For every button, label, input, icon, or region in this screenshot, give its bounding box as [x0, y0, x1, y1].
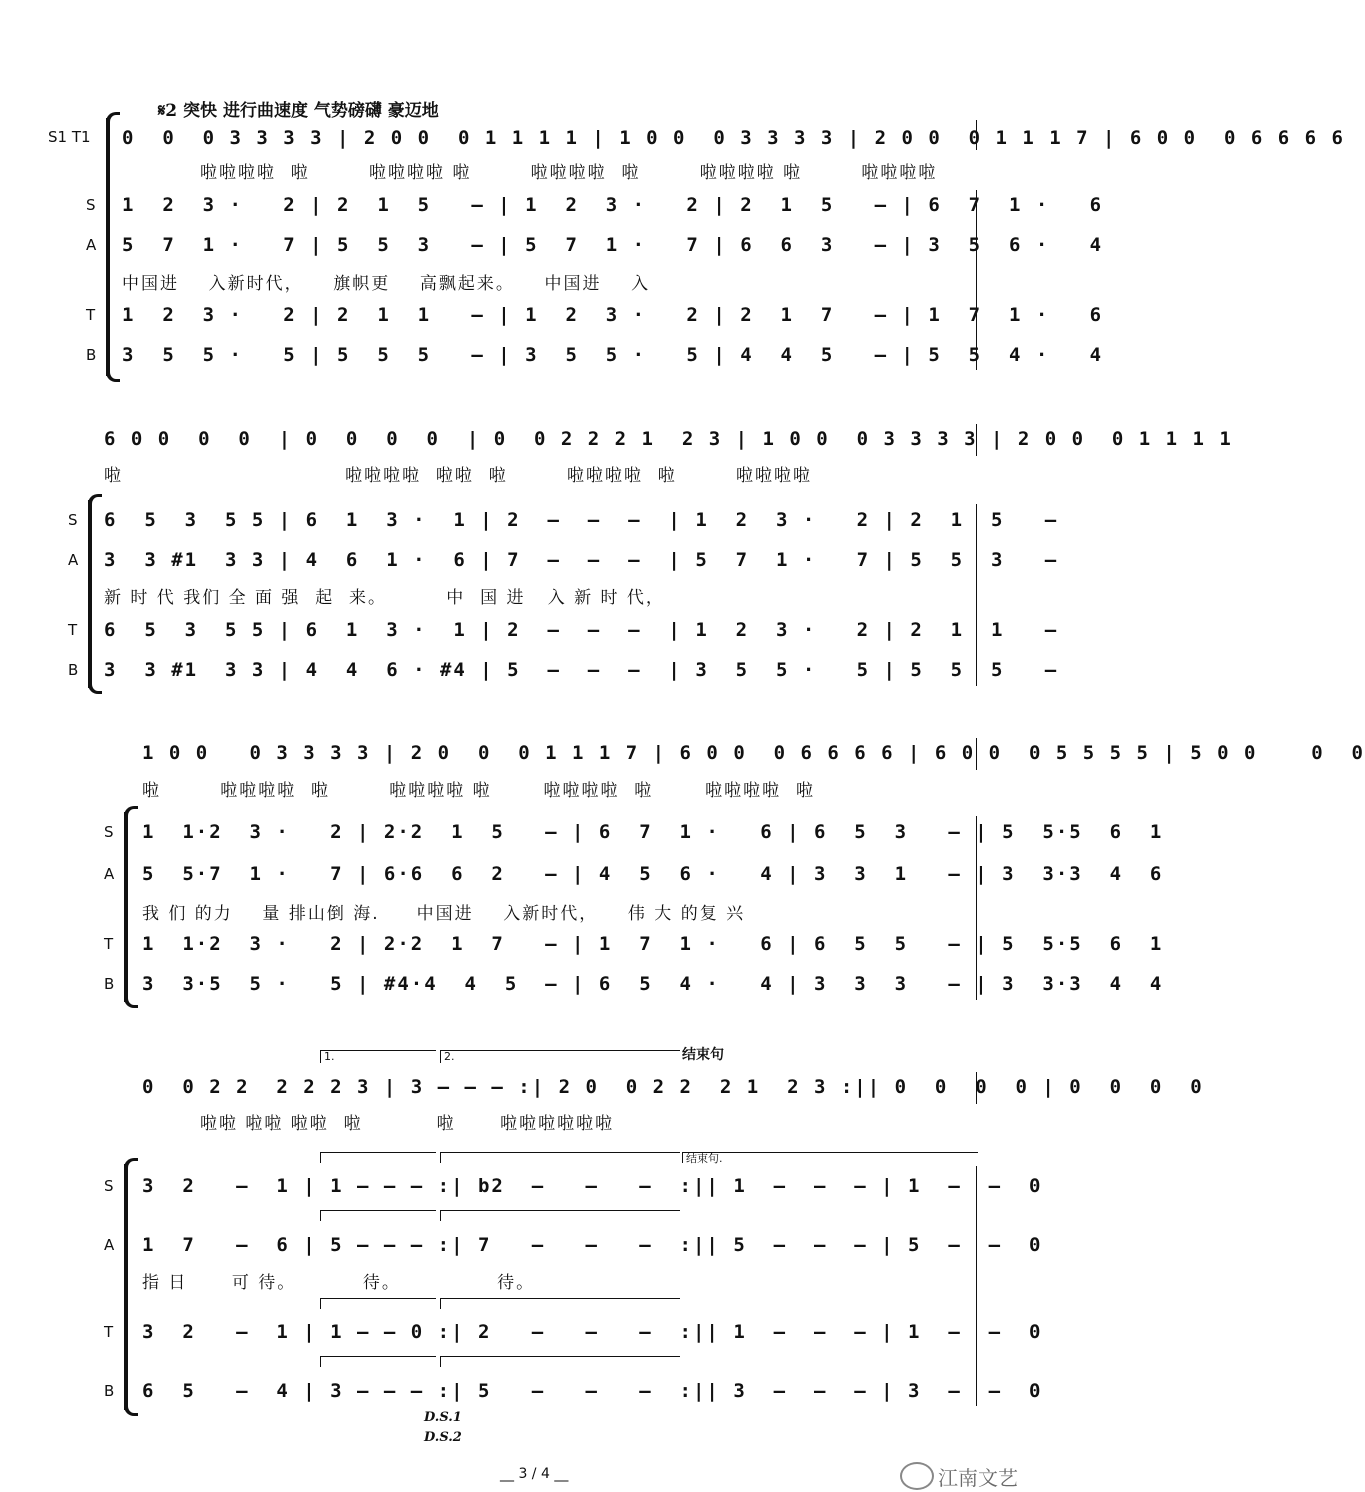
alto-notes: 5 5·7 1 · 7 | 6·6 6 2 – | 4 5 6 · 4 | 3 3 1 – | 3 3·3 4 6 — [142, 863, 1164, 885]
top-voice-notes: 6 0 0 0 0 | 0 0 0 0 | 0 0 2 2 2 1 2 3 | 1 0 0 0 3 3 3 3 | 2 0 0 0 1 1 1 1 — [104, 428, 1233, 450]
volta-1 — [320, 1152, 436, 1163]
part-label-a: A — [104, 865, 115, 883]
part-label-s: S — [68, 511, 78, 529]
top-voice-lyric: 啦 啦啦啦啦 啦啦 啦 啦啦啦啦 啦 啦啦啦啦 — [104, 466, 812, 486]
volta-2 — [440, 1152, 680, 1163]
volta-1 — [320, 1298, 436, 1309]
barline — [976, 1072, 977, 1104]
tenor-notes: 6 5 3 5 5 | 6 1 3 · 1 | 2 – – – | 1 2 3 · 2 | 2 1 1 – — [104, 619, 1059, 641]
alto-notes: 1 7 – 6 | 5 – – – :| 7 – – – :|| 5 – – – | 5 – – 0 — [142, 1234, 1043, 1256]
soprano-notes: 1 2 3 · 2 | 2 1 5 – | 1 2 3 · 2 | 2 1 5 – | 6 7 1 · 6 — [122, 194, 1104, 216]
bass-notes: 3 5 5 · 5 | 5 5 5 – | 3 5 5 · 5 | 4 4 5 – | 5 5 4 · 4 — [122, 344, 1104, 366]
part-label-a: A — [68, 551, 79, 569]
ending-label: 结束句 — [682, 1047, 724, 1063]
wechat-icon — [900, 1462, 934, 1490]
part-label-t: T — [68, 621, 78, 639]
volta-2: 2. — [440, 1050, 680, 1063]
system-brace — [124, 812, 128, 1002]
part-label-t: T — [86, 306, 96, 324]
lyric-line: 新 时 代 我们 全 面 强 起 来。 中 国 进 入 新 时 代， — [104, 588, 665, 608]
barline — [976, 424, 977, 456]
dal-segno-2: D.S.2 — [424, 1430, 462, 1445]
bass-notes: 3 3 #1 3 3 | 4 4 6 · #4 | 5 – – – | 3 5 5 · 5 | 5 5 5 – — [104, 659, 1059, 681]
bass-notes: 6 5 – 4 | 3 – – – :| 5 – – – :|| 3 – – – | 3 – – 0 — [142, 1380, 1043, 1402]
part-label-t: T — [104, 935, 114, 953]
top-voice-notes: 1 0 0 0 3 3 3 3 | 2 0 0 0 1 1 1 7 | 6 0 0 0 6 6 6 6 | 6 0 0 0 5 5 5 5 | 5 0 0 0 0 — [142, 742, 1365, 764]
soprano-notes: 6 5 3 5 5 | 6 1 3 · 1 | 2 – – – | 1 2 3 · 2 | 2 1 5 – — [104, 509, 1059, 531]
watermark: 江南文艺 — [938, 1466, 1018, 1490]
barline — [976, 120, 977, 150]
top-voice-lyric: 啦 啦啦啦啦 啦 啦啦啦啦 啦 啦啦啦啦 啦 啦啦啦啦 啦 — [142, 781, 815, 801]
page-number: __ 3 / 4 __ — [500, 1466, 569, 1482]
top-voice-lyric: 啦啦啦啦 啦 啦啦啦啦 啦 啦啦啦啦 啦 啦啦啦啦 啦 啦啦啦啦 — [200, 163, 938, 183]
tempo-marking: 𝄋2 突快 进行曲速度 气势磅礴 豪迈地 — [158, 101, 439, 121]
top-voice-lyric: 啦啦 啦啦 啦啦 啦 啦 啦啦啦啦啦啦 — [200, 1114, 615, 1134]
soprano-notes: 3 2 – 1 | 1 – – – :| b2 – – – :|| 1 – – – | 1 – – 0 — [142, 1175, 1043, 1197]
part-label-b: B — [86, 346, 97, 364]
part-label-b: B — [104, 975, 115, 993]
part-label-s: S — [104, 823, 114, 841]
bass-notes: 3 3·5 5 · 5 | #4·4 4 5 – | 6 5 4 · 4 | 3 3 3 – | 3 3·3 4 4 — [142, 973, 1164, 995]
lyric-line: 指 日 可 待。 待。 待。 — [142, 1273, 536, 1293]
top-voice-notes: 0 0 0 3 3 3 3 | 2 0 0 0 1 1 1 1 | 1 0 0 0 3 3 3 3 | 2 0 0 0 1 1 1 7 | 6 0 0 0 6 6 6 6 — [122, 127, 1345, 149]
part-label-b: B — [104, 1382, 115, 1400]
volta-1 — [320, 1356, 436, 1367]
part-label-a: A — [104, 1236, 115, 1254]
volta-2 — [440, 1356, 680, 1367]
volta-1: 1. — [320, 1050, 436, 1063]
volta-2 — [440, 1298, 680, 1309]
tenor-notes: 1 2 3 · 2 | 2 1 1 – | 1 2 3 · 2 | 2 1 7 – | 1 7 1 · 6 — [122, 304, 1104, 326]
top-voice-notes: 0 0 2 2 2 2 2 3 | 3 – – – :| 2 0 0 2 2 2 1 2 3 :|| 0 0 0 0 | 0 0 0 0 — [142, 1076, 1204, 1098]
part-label-b: B — [68, 661, 79, 679]
part-label-t: T — [104, 1323, 114, 1341]
part-label-s: S — [104, 1177, 114, 1195]
lyric-line: 中国进 入新时代， 旗帜更 高飘起来。 中国进 入 — [122, 274, 651, 294]
system-brace — [124, 1164, 128, 1410]
barline — [976, 816, 977, 1000]
barline — [976, 504, 977, 686]
alto-notes: 5 7 1 · 7 | 5 5 3 – | 5 7 1 · 7 | 6 6 3 – | 3 5 6 · 4 — [122, 234, 1104, 256]
dal-segno-1: D.S.1 — [424, 1410, 462, 1425]
barline — [976, 1166, 977, 1406]
barline — [976, 190, 977, 370]
part-label-s1t1: S1 T1 — [48, 128, 91, 146]
tenor-notes: 3 2 – 1 | 1 – – 0 :| 2 – – – :|| 1 – – – | 1 – – 0 — [142, 1321, 1043, 1343]
part-label-a: A — [86, 236, 97, 254]
volta-2 — [440, 1210, 680, 1221]
system-brace — [88, 500, 92, 688]
barline — [976, 738, 977, 770]
system-brace — [106, 118, 110, 376]
lyric-line: 我 们 的力 量 排山倒 海. 中国进 入新时代， 伟 大 的复 兴 — [142, 904, 746, 924]
ending-bracket: 结束句. — [682, 1152, 978, 1163]
tenor-notes: 1 1·2 3 · 2 | 2·2 1 7 – | 1 7 1 · 6 | 6 5 5 – | 5 5·5 6 1 — [142, 933, 1164, 955]
alto-notes: 3 3 #1 3 3 | 4 6 1 · 6 | 7 – – – | 5 7 1 · 7 | 5 5 3 – — [104, 549, 1059, 571]
soprano-notes: 1 1·2 3 · 2 | 2·2 1 5 – | 6 7 1 · 6 | 6 5 3 – | 5 5·5 6 1 — [142, 821, 1164, 843]
part-label-s: S — [86, 196, 96, 214]
volta-1 — [320, 1210, 436, 1221]
